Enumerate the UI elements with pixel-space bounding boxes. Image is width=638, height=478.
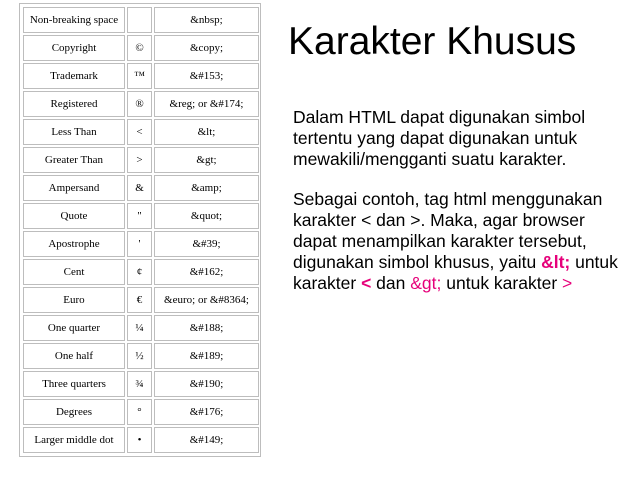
entity-code-cell: &euro; or &#8364; (154, 287, 259, 313)
entity-name-cell: One half (23, 343, 125, 369)
entity-table-container (19, 3, 261, 457)
entity-code-cell: &lt; (154, 119, 259, 145)
entity-symbol-cell: & (127, 175, 152, 201)
entity-symbol-cell (127, 7, 152, 33)
entity-name-cell: Copyright (23, 35, 125, 61)
entity-name-cell: Euro (23, 287, 125, 313)
entity-name-cell: Registered (23, 91, 125, 117)
example-text-3: dan (371, 273, 411, 293)
entity-code-cell: &#190; (154, 371, 259, 397)
entity-name-cell: One quarter (23, 315, 125, 341)
lt-char: < (361, 273, 372, 293)
entity-symbol-cell: ¼ (127, 315, 152, 341)
entity-code-cell: &#188; (154, 315, 259, 341)
gt-char: > (562, 273, 573, 293)
entity-name-cell: Larger middle dot (23, 427, 125, 453)
entity-symbol-cell: ' (127, 231, 152, 257)
table-row (23, 35, 259, 61)
gt-code: &gt; (410, 273, 442, 293)
entity-symbol-cell: ¢ (127, 259, 152, 285)
example-text-2: untuk karakter (293, 252, 618, 293)
table-row (23, 427, 259, 453)
entity-code-cell: &reg; or &#174; (154, 91, 259, 117)
table-row (23, 287, 259, 313)
example-text-4: untuk karakter (441, 273, 563, 293)
table-row (23, 315, 259, 341)
entity-name-cell: Quote (23, 203, 125, 229)
entity-symbol-cell: ° (127, 399, 152, 425)
entity-name-cell: Ampersand (23, 175, 125, 201)
entity-code-cell: &nbsp; (154, 7, 259, 33)
entity-name-cell: Non-breaking space (23, 7, 125, 33)
entity-name-cell: Apostrophe (23, 231, 125, 257)
entity-code-cell: &#39; (154, 231, 259, 257)
entity-code-cell: &#162; (154, 259, 259, 285)
table-row (23, 147, 259, 173)
slide-title: Karakter Khusus (288, 20, 577, 63)
lt-code: &lt; (541, 252, 571, 272)
entity-symbol-cell: • (127, 427, 152, 453)
entity-symbol-cell: ™ (127, 63, 152, 89)
entity-symbol-cell: < (127, 119, 152, 145)
entity-table-body (23, 7, 259, 453)
entity-code-cell: &gt; (154, 147, 259, 173)
table-row (23, 91, 259, 117)
table-row (23, 119, 259, 145)
paragraph-example (293, 189, 629, 294)
entity-code-cell: &#189; (154, 343, 259, 369)
entity-symbol-cell: © (127, 35, 152, 61)
table-row (23, 7, 259, 33)
entity-code-cell: &amp; (154, 175, 259, 201)
entity-code-cell: &#149; (154, 427, 259, 453)
slide-body (293, 107, 629, 294)
entity-name-cell: Cent (23, 259, 125, 285)
example-text-1: Sebagai contoh, tag html menggunakan karakter < dan >. Maka, agar browser dapat menampilkan karakter tersebut, digunakan simbol khusus, yaitu (293, 189, 603, 272)
entity-code-cell: &copy; (154, 35, 259, 61)
entity-name-cell: Greater Than (23, 147, 125, 173)
table-row (23, 231, 259, 257)
entity-code-cell: &quot; (154, 203, 259, 229)
table-row (23, 175, 259, 201)
entity-code-cell: &#176; (154, 399, 259, 425)
table-row (23, 259, 259, 285)
table-row (23, 343, 259, 369)
entity-code-cell: &#153; (154, 63, 259, 89)
entity-name-cell: Trademark (23, 63, 125, 89)
entity-name-cell: Less Than (23, 119, 125, 145)
table-row (23, 203, 259, 229)
entity-table (21, 5, 261, 455)
table-row (23, 399, 259, 425)
entity-symbol-cell: ½ (127, 343, 152, 369)
entity-symbol-cell: " (127, 203, 152, 229)
paragraph-intro: Dalam HTML dapat digunakan simbol tertentu yang dapat digunakan untuk mewakili/mengganti suatu karakter. (293, 107, 586, 169)
entity-symbol-cell: > (127, 147, 152, 173)
entity-name-cell: Three quarters (23, 371, 125, 397)
table-row (23, 371, 259, 397)
table-row (23, 63, 259, 89)
entity-symbol-cell: ¾ (127, 371, 152, 397)
entity-symbol-cell: € (127, 287, 152, 313)
entity-symbol-cell: ® (127, 91, 152, 117)
entity-name-cell: Degrees (23, 399, 125, 425)
